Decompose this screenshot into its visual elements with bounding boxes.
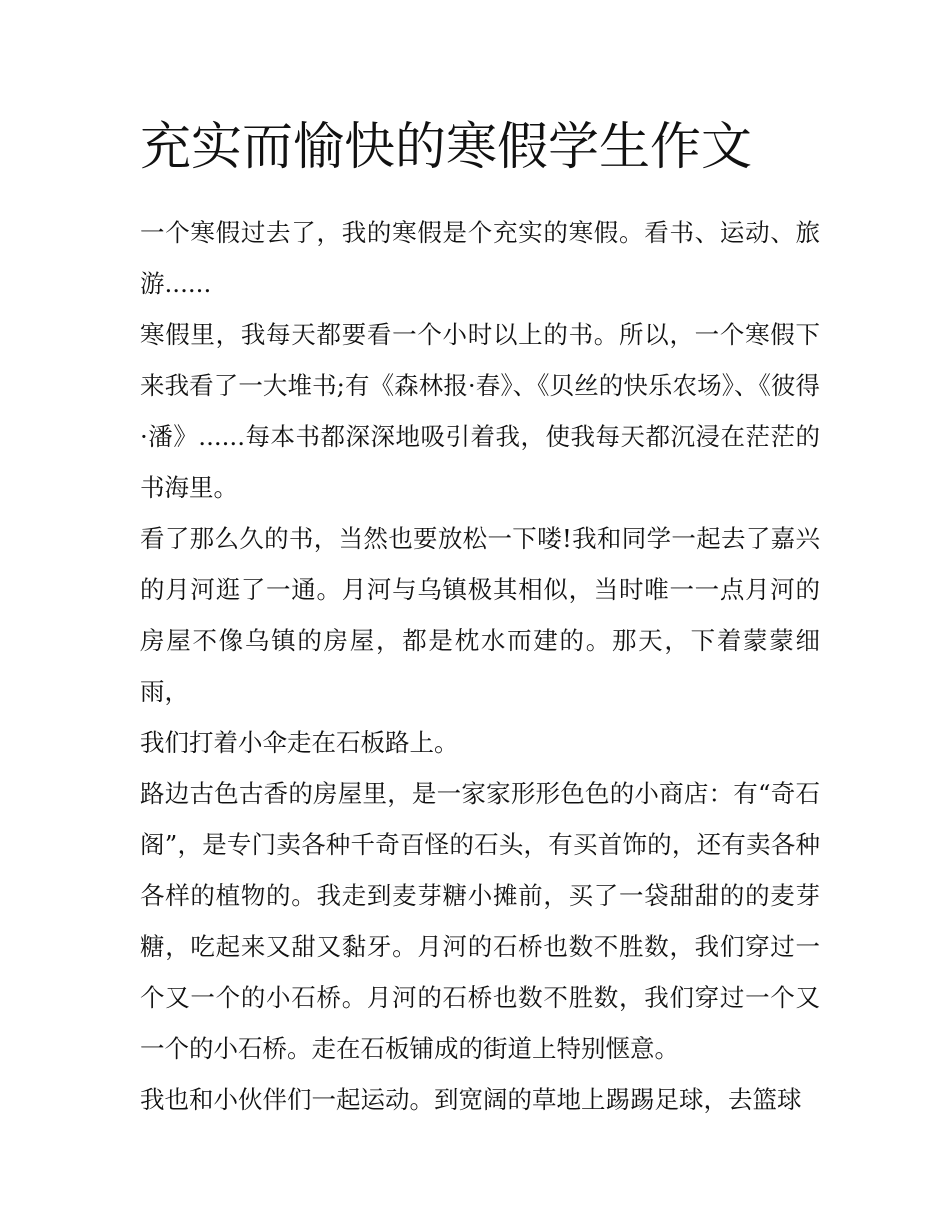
paragraph: 路边古色古香的房屋里，是一家家形形色色的小商店：有“奇石阁”，是专门卖各种千奇百怪的石头，有买首饰的，还有卖各种各样的植物的。我走到麦芽糖小摊前，买了一袋甜甜的的麦芽糖，吃起来又甜又黏牙。月河的石桥也数不胜数，我们穿过一个又一个的小石桥。月河的石桥也数不胜数，我们穿过一个又一个的小石桥。走在石板铺成的街道上特别惬意。 [140, 779, 820, 1063]
essay-title: 充实而愉快的寒假学生作文 [140, 118, 753, 177]
document-page [140, 112, 820, 1125]
paragraph: 看了那么久的书，当然也要放松一下喽!我和同学一起去了嘉兴的月河逛了一通。月河与乌镇极其相似，当时唯一一点月河的房屋不像乌镇的房屋，都是枕水而建的。那天，下着蒙蒙细雨， [140, 524, 820, 706]
paragraph: 我也和小伙伴们一起运动。到宽阔的草地上踢踢足球，去篮球 [140, 1085, 802, 1114]
essay-body [140, 207, 820, 1125]
paragraph: 寒假里，我每天都要看一个小时以上的书。所以，一个寒假下来我看了一大堆书;有《森林报·春》、《贝丝的快乐农场》、《彼得·潘》......每本书都深深地吸引着我，使我每天都沉浸在茫茫的书海里。 [140, 320, 820, 502]
paragraph: 我们打着小伞走在石板路上。 [140, 728, 459, 757]
paragraph: 一个寒假过去了，我的寒假是个充实的寒假。看书、运动、旅游...... [140, 218, 820, 298]
